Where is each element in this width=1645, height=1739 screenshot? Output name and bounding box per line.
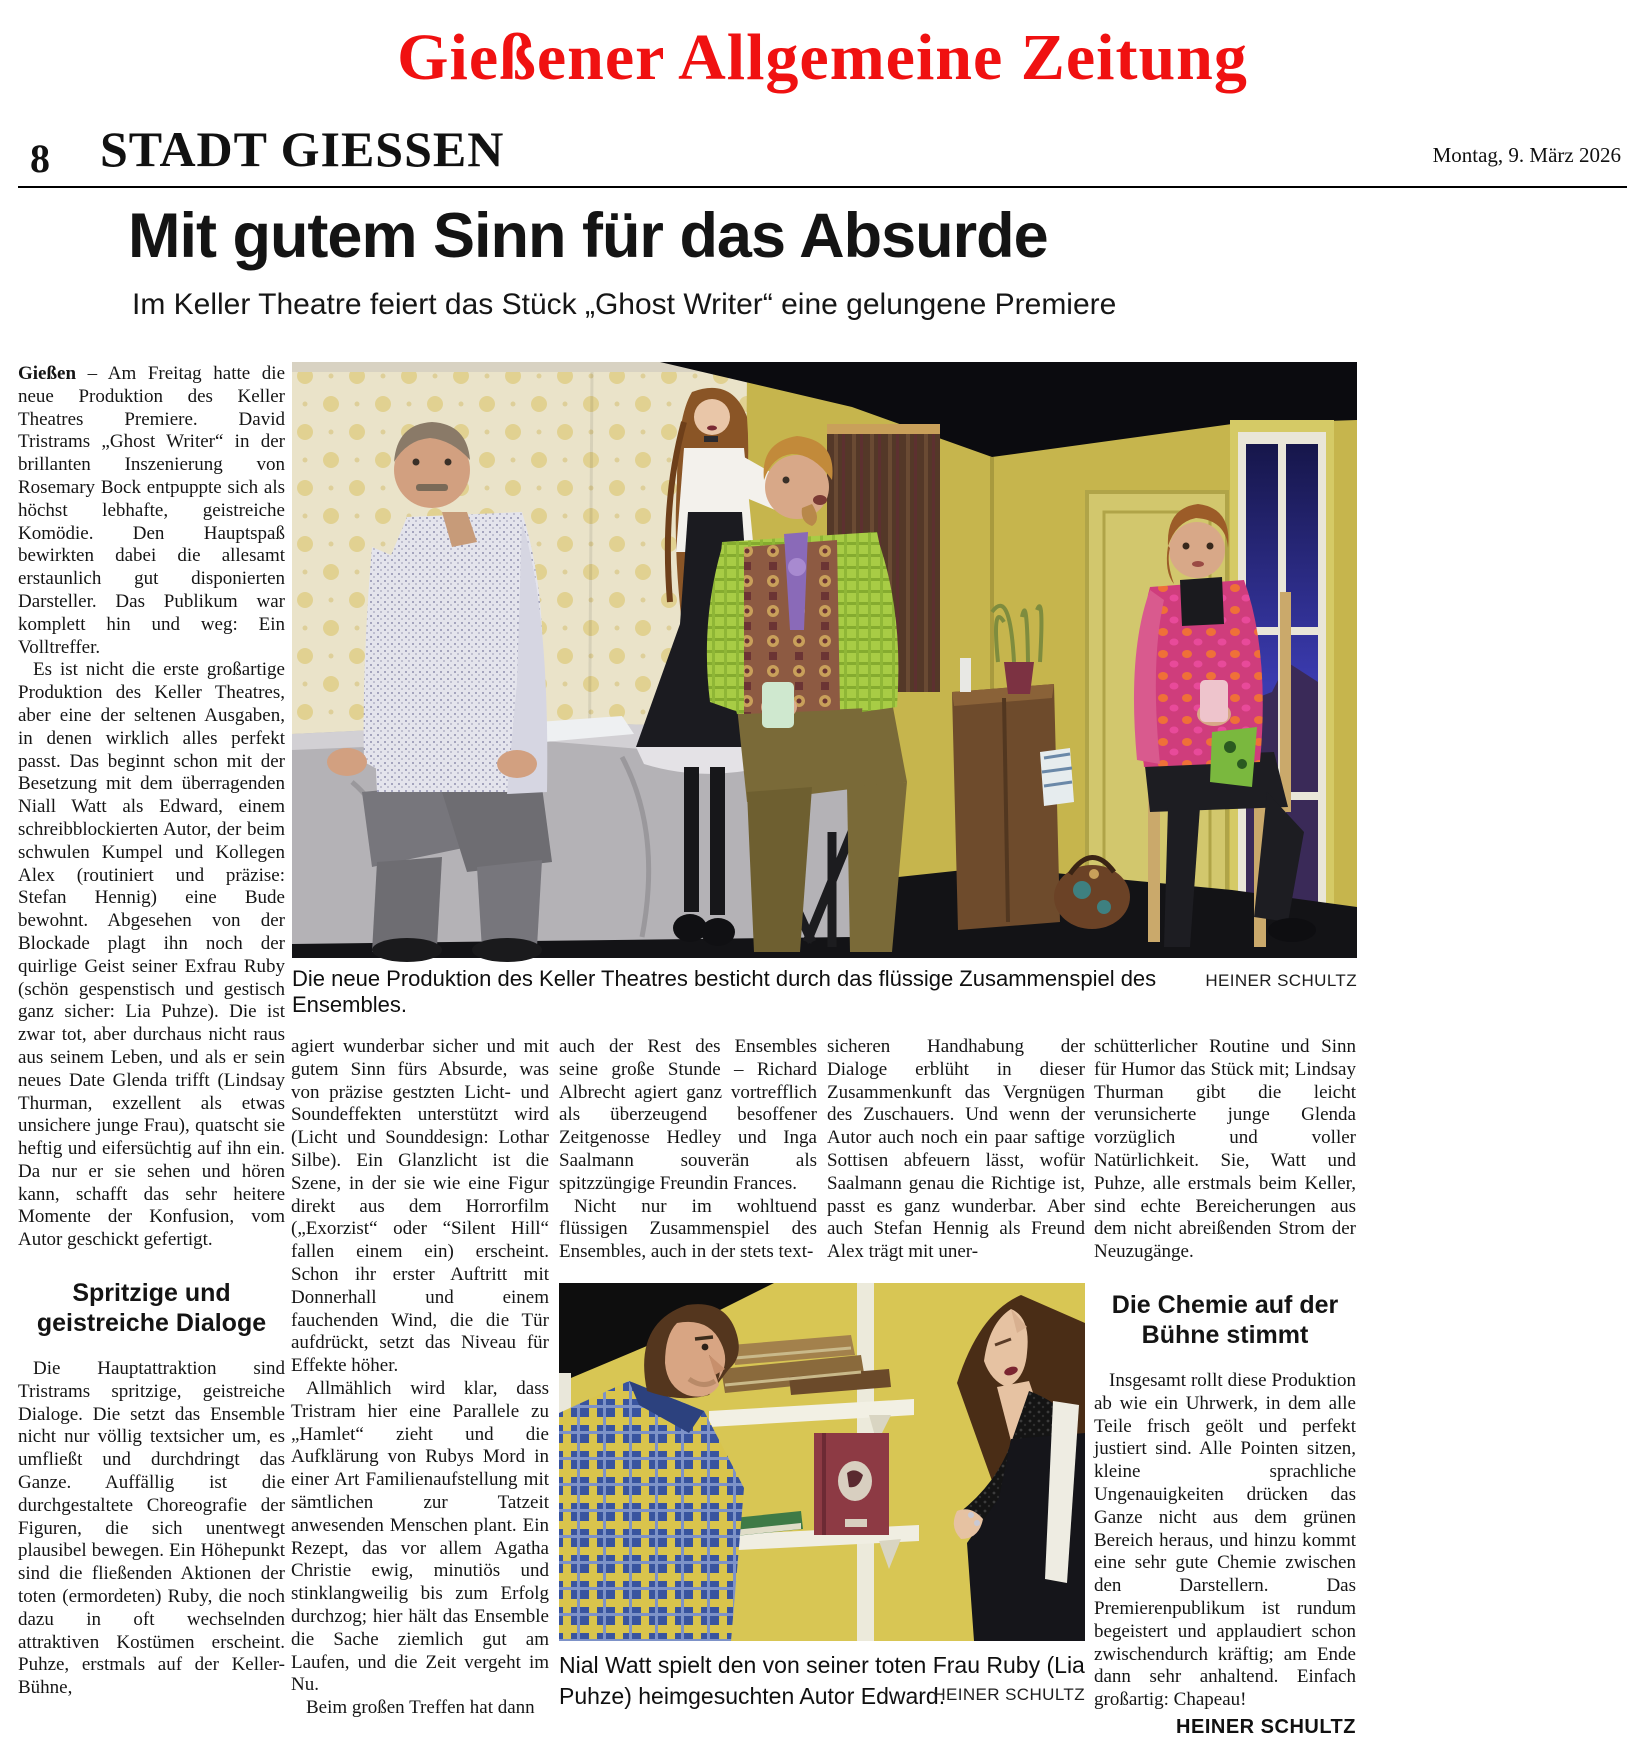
shelf-scene-illustration [559,1283,1085,1641]
lead-location: Gießen [18,363,77,384]
article-subheadline: Im Keller Theatre feiert das Stück „Ghost Writer“ eine gelungene Premiere [132,288,1117,321]
white-bottle [960,658,971,692]
paragraph: Insgesamt rollt diese Produktion ab wie ein Uhrwerk, in dem alle Teile frisch geölt und perfekt justiert sind. Alle Pointen sitzen, kleine sprachliche Ungenauigkeiten drücken das Ganze nicht aus dem grünen Bereich heraus, und hinzu kommt eine sehr gute Chemie zwischen den Darstellern. Das Premierenpublikum ist rundum begeistert und applaudiert schon zwischendurch kräftig; am Ende dann sehr anhaltend. Einfach großartig: Chapeau! [1094,1369,1356,1711]
text-column-3 [559,1036,817,1276]
article-headline: Mit gutem Sinn für das Absurde [128,201,1048,271]
section-title: STADT GIESSEN [100,121,505,177]
section-subhead: Spritzige und geistreiche Dialoge [36,1279,267,1338]
wooden-chair [1148,792,1160,942]
paragraph: Es ist nicht die erste großartige Produktion des Keller Theatres, aber eine der seltenen Ausgaben, in denen wirklich alles perfekt passt. Das beginnt schon mit der Besetzung mit dem überragenden Niall Watt als Edward, einem schreibblockierten Autor, der beim schwulen Kumpel und Kollegen Alex (routiniert und präzise: Stefan Hennig) eine Bude bewohnt. Abgesehen von der Blockade plagt ihn noch der quirlige Geist seiner Exfrau Ruby (schön gespenstisch und gestisch ganz sicher: Lia Puhze). Die ist zwar tot, aber durchaus nicht raus aus seinem Leben, und als er sein neues Date Glenda trifft (Lindsay Thurman, exzellent als etwas unsichere junge Frau), quatscht sie heftig und eifersüchtig auf ihn ein. Da nur er sie sehen und hören kann, schafft das sehr heitere Momente der Konfusion, vom Autor geschickt gefertigt. [18,659,285,1251]
text-column-4 [827,1036,1085,1276]
secondary-photo-caption [559,1650,1085,1712]
header-rule [18,186,1627,188]
paragraph: Nicht nur im wohltuend flüssigen Zusammenspiel des Ensembles, auch in der stets text- [559,1195,817,1263]
text-column-1 [18,363,285,1723]
edition-date: Montag, 9. März 2026 [1432,143,1621,167]
photo-credit: HEINER SCHULTZ [933,1685,1085,1704]
masthead-title: Gießener Allgemeine Zeitung [397,21,1248,94]
stage-scene-illustration [292,362,1357,958]
lead-text: – Am Freitag hatte die neue Produktion des Keller Theatres Premiere. David Tristrams „Ghost Writer“ in der brillanten Inszenierung von Rosemary Bock entpuppte sich als höchst lebhafte, geistreiche Komödie. Den Hauptspaß bewirkten dabei die allesamt erstaunlich gut disponierten Darsteller. Das Publikum war komplett hin und weg: Ein Volltreffer. [18,363,286,658]
text-column-5 [1094,1036,1356,1738]
paragraph: schütterlicher Routine und Sinn für Humor das Stück mit; Lindsay Thurman gibt die leicht verunsicherte junge Glenda vorzüglich und voller Natürlichkeit. Sie, Watt und Puhze, alle erstmals beim Keller, sind echte Bereicherungen aus dem nicht abreißenden Strom der Neuzugänge. [1094,1036,1356,1263]
paragraph: Beim großen Treffen hat dann [306,1697,535,1719]
section-subhead: Die Chemie auf der Bühne stimmt [1111,1290,1339,1349]
paragraph: sicheren Handhabung der Dialoge erblüht in dieser Zusammenkunft das Vergnügen des Zuschauers. Und wenn der Autor auch noch ein paar saftige Sottisen abfeuern lässt, wofür Saalmann genau die Richtige ist, passt es ganz wunderbar. Aber auch Stefan Hennig als Freund Alex trägt mit uner- [827,1036,1085,1263]
paragraph: agiert wunderbar sicher und mit gutem Sinn fürs Absurde, was von präzise gestzten Licht- und Soundeffekten unterstützt wird (Licht und Sounddesign: Lothar Silbe). Ein Glanzlicht ist die Szene, in der sie wie eine Figur direkt aus dem Horrorfilm („Exorzist“ oder “Silent Hill“ fallen einem ein) erscheint. Schon ihr erster Auftritt mit Donnerhall und einem fauchenden Wind, die die Tür aufdrückt, setzt das Niveau für Effekte höher. [291,1036,549,1377]
paragraph: Die Hauptattraktion sind Tristrams spritzige, geistreiche Dialoge. Die setzt das Ensemble nicht nur völlig textsicher um, es umfließt und durchdringt das Ganze. Auffällig ist die durchgestaltete Choreografie der Figuren, die sich unentwegt plausibel bewegen. Ein Höhepunkt sind die fließenden Aktionen der toten (ermordeten) Ruby, die noch dazu in oft wechselnden attraktiven Kostümen erscheint. Puhze, erstmals auf der Keller-Bühne, [18,1358,285,1699]
photo-caption: Nial Watt spielt den von seiner toten Frau Ruby (Lia Puhze) heimgesuchten Autor Edward. [559,1652,1085,1709]
paragraph: auch der Rest des Ensembles seine große Stunde – Richard Albrecht agiert ganz vortrefflich als überzeugend besoffener Zeitgenosse Hedley und Inga Saalmann souverän als spitzzüngige Freundin Frances. [559,1036,817,1194]
secondary-photo [559,1283,1085,1641]
paragraph: Allmählich wird klar, dass Tristram hier eine Parallele zu „Hamlet“ zieht und die Aufklärung von Rubys Mord in einer Art Familienaufstellung mit sämtlichen zur Tatzeit anwesenden Menschen plant. Ein Rezept, das vor allem Agatha Christie ewig, minutiös und stinklangweilig bis zum Erfolg durchzog; hier hält das Ensemble die Sache ziemlich gut am Laufen, und die Zeit vergeht im Nu. [291,1377,549,1696]
pink-cup [1200,680,1228,722]
lead-paragraph [18,363,285,659]
photo-caption: Die neue Produktion des Keller Theatres besticht durch das flüssige Zusammenspiel des Ensembles. [292,966,1157,1017]
author-byline: HEINER SCHULTZ [1176,1715,1356,1738]
main-stage-photo [292,362,1357,958]
mint-cup [762,682,794,728]
main-photo-caption-row [292,966,1357,1018]
plant-pot [1004,662,1034,694]
photo-credit: HEINER SCHULTZ [1205,971,1357,990]
text-column-2 [291,1036,549,1719]
page-number: 8 [30,136,50,181]
